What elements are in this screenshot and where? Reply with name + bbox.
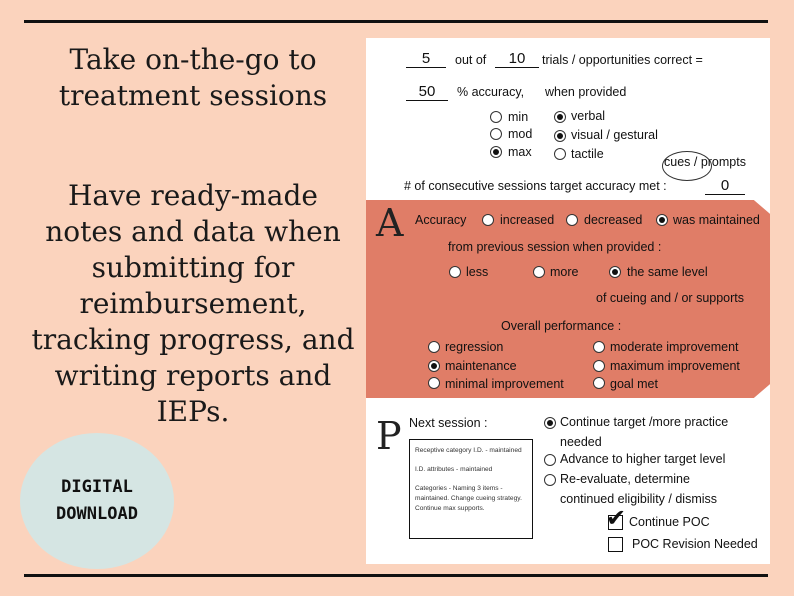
poc-revision-checkbox[interactable] [608,537,623,552]
radio-max[interactable] [490,146,502,158]
consecutive-sessions-field[interactable]: 0 [705,178,745,195]
pitch-line: Have ready-made [68,179,318,212]
cue-type-label: verbal [571,109,606,123]
radio-continue-target[interactable] [544,417,556,429]
pitch-line: reimbursement, [79,287,307,320]
radio-visual-gestural[interactable] [554,130,566,142]
plan-option-label: Advance to higher target level [560,452,726,466]
pitch-line: IEPs. [156,395,230,428]
radio-mod[interactable] [490,128,502,140]
when-provided-label: when provided [545,85,627,99]
note-line: Categories - Naming 3 items - maintained. Change cueing strategy. Continue max supports. [415,485,522,512]
accuracy-label: % accuracy, [457,85,525,99]
radio-verbal[interactable] [554,111,566,123]
pitch-line: notes and data when [45,215,341,248]
next-session-label: Next session : [409,416,488,430]
radio-decreased[interactable] [566,214,578,226]
note-line: I.D. attributes - maintained [415,466,493,473]
accuracy-option-label: was maintained [673,213,760,227]
radio-goal-met[interactable] [593,377,605,389]
cues-prompts-label: cues / prompts [664,155,746,169]
pitch-line: Take on-the-go to [69,43,317,76]
radio-re-evaluate[interactable] [544,474,556,486]
overall-option-label: moderate improvement [610,340,739,354]
radio-was-maintained[interactable] [656,214,668,226]
cue-compare-label: less [466,265,489,279]
cue-level-label: min [508,110,529,124]
trials-correct-field[interactable]: 5 [406,51,446,68]
radio-minimal-improvement[interactable] [428,377,440,389]
consecutive-sessions-label: # of consecutive sessions target accuracy met : [404,179,667,193]
from-previous-label: from previous session when provided : [448,240,662,254]
trials-label: trials / opportunities correct = [542,53,703,67]
cueing-supports-label: of cueing and / or supports [596,291,745,305]
note-line: Receptive category I.D. - maintained [415,447,522,454]
pitch-headline [18,42,368,114]
overall-option-label: goal met [610,377,658,391]
overall-option-label: minimal improvement [445,377,564,391]
cue-type-label: tactile [571,147,604,161]
cue-level-label: mod [508,127,533,141]
radio-maximum-improvement[interactable] [593,360,605,372]
pitch-line: submitting for [91,251,295,284]
digital-download-badge [20,433,174,569]
bottom-divider [24,574,768,577]
session-notes-box[interactable] [409,439,533,539]
accuracy-option-label: increased [500,213,555,227]
out-of-label: out of [455,53,487,67]
radio-maintenance[interactable] [428,360,440,372]
overall-option-label: maintenance [445,359,517,373]
plan-option-label: continued eligibility / dismiss [560,492,718,506]
cue-type-label: visual / gestural [571,128,658,142]
badge-line: DIGITAL [61,477,133,497]
session-note-sheet [366,38,770,564]
plan-option-label: Re-evaluate, determine [560,472,690,486]
pitch-line: treatment sessions [58,79,328,112]
cue-compare-label: more [550,265,579,279]
radio-increased[interactable] [482,214,494,226]
overall-option-label: regression [445,340,504,354]
radio-min[interactable] [490,111,502,123]
top-divider [24,20,768,23]
trials-total-field[interactable]: 10 [495,51,539,68]
radio-regression[interactable] [428,341,440,353]
pitch-line: tracking progress, and [31,323,355,356]
section-p-letter: P [376,414,402,458]
accuracy-option-label: decreased [584,213,643,227]
radio-same-level[interactable] [609,266,621,278]
radio-less[interactable] [449,266,461,278]
plan-option-label: Continue target /more practice [560,415,729,429]
plan-option-label: needed [560,435,602,449]
radio-tactile[interactable] [554,148,566,160]
accuracy-field[interactable]: 50 [406,84,448,101]
pitch-line: writing reports and [54,359,332,392]
poc-revision-label: POC Revision Needed [632,537,758,551]
checkmark-icon: ✔ [606,504,627,532]
accuracy-heading: Accuracy [415,213,467,227]
cue-level-label: max [508,145,532,159]
overall-option-label: maximum improvement [610,359,740,373]
badge-line: DOWNLOAD [56,504,138,524]
radio-advance-target[interactable] [544,454,556,466]
pitch-body [18,178,368,430]
radio-more[interactable] [533,266,545,278]
overall-performance-label: Overall performance : [501,319,622,333]
section-a-letter: A [376,201,404,245]
continue-poc-label: Continue POC [629,515,710,529]
radio-moderate-improvement[interactable] [593,341,605,353]
cue-compare-label: the same level [627,265,708,279]
